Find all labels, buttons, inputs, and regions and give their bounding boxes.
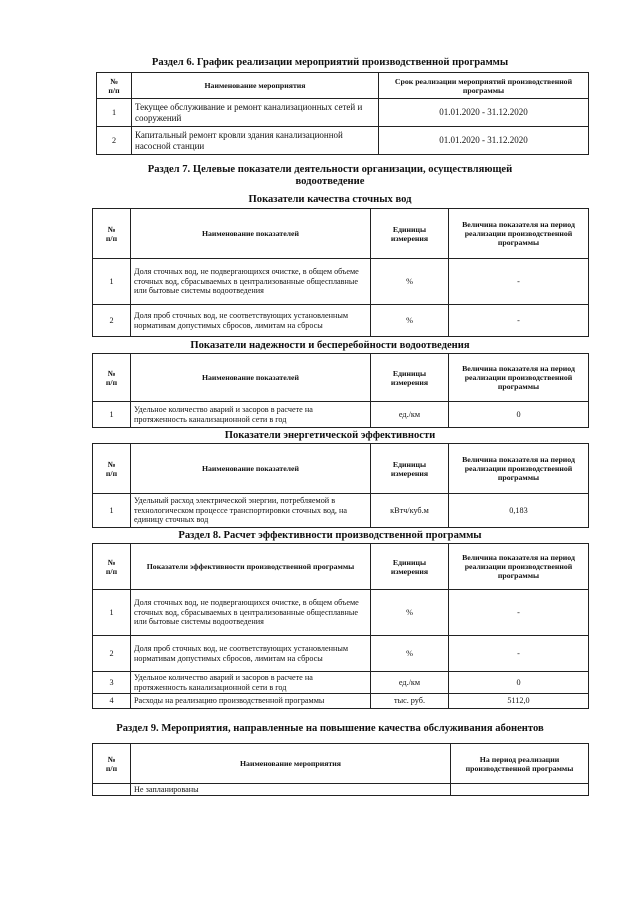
col-name-header: Наименование показателей — [131, 444, 371, 494]
col-term-header: Срок реализации мероприятий производственной программы — [379, 73, 589, 99]
row-name: Доля проб сточных вод, не соответствующих установленным нормативам допустимых сбросов, лимитам на сбросы — [131, 305, 371, 337]
row-num: 2 — [97, 127, 132, 155]
table-row — [93, 636, 589, 672]
col-unit-header: Единицы измерения — [371, 444, 449, 494]
section-7-title-cont: водоотведение — [295, 176, 365, 187]
table-row — [93, 784, 589, 796]
row-value: 0 — [449, 672, 589, 694]
section-6-table — [96, 72, 589, 155]
col-name-header: Показатели эффективности производственной программы — [131, 544, 371, 590]
row-value: - — [449, 305, 589, 337]
row-num: 2 — [93, 636, 131, 672]
table-row — [93, 305, 589, 337]
section-8-title: Раздел 8. Расчет эффективности производственной программы — [178, 530, 482, 541]
table-row — [93, 494, 589, 528]
row-unit: ед./км — [371, 672, 449, 694]
col-name-header: Наименование мероприятия — [132, 73, 379, 99]
col-num-header: № п/п — [93, 444, 131, 494]
col-num-header: № п/п — [93, 209, 131, 259]
section-6-title: Раздел 6. График реализации мероприятий производственной программы — [151, 57, 509, 68]
table-row — [93, 259, 589, 305]
col-num-header: № п/п — [93, 544, 131, 590]
reliability-title: Показатели надежности и бесперебойности водоотведения — [190, 340, 470, 351]
row-value: - — [449, 259, 589, 305]
col-name-header: Наименование показателей — [131, 209, 371, 259]
row-unit: % — [371, 636, 449, 672]
row-num: 1 — [93, 402, 131, 428]
table-header-row — [93, 744, 589, 784]
row-name: Расходы на реализацию производственной программы — [131, 694, 371, 709]
energy-title: Показатели энергетической эффективности — [224, 430, 436, 441]
col-name-header: Наименование показателей — [131, 354, 371, 402]
row-num — [93, 784, 131, 796]
row-num: 1 — [93, 590, 131, 636]
section-7-title: Раздел 7. Целевые показатели деятельности организации, осуществляющей — [147, 164, 513, 175]
table-row — [93, 402, 589, 428]
col-name-header: Наименование мероприятия — [131, 744, 451, 784]
col-value-header: Величина показателя на период реализации производственной программы — [449, 444, 589, 494]
row-value — [451, 784, 589, 796]
row-value: 0 — [449, 402, 589, 428]
row-name: Доля сточных вод, не подвергающихся очистке, в общем объеме сточных вод, сбрасываемых в централизованные общесплавные или бытовые системы водоотведения — [131, 259, 371, 305]
row-value: - — [449, 636, 589, 672]
row-value: 0,183 — [449, 494, 589, 528]
row-num: 2 — [93, 305, 131, 337]
table-header-row — [97, 73, 589, 99]
col-value-header: Величина показателя на период реализации производственной программы — [449, 209, 589, 259]
row-num: 1 — [93, 494, 131, 528]
row-unit: % — [371, 590, 449, 636]
row-term: 01.01.2020 - 31.12.2020 — [379, 127, 589, 155]
table-row — [93, 672, 589, 694]
reliability-table — [92, 353, 589, 428]
row-name: Удельное количество аварий и засоров в расчете на протяженность канализационной сети в год — [131, 402, 371, 428]
row-name: Капитальный ремонт кровли здания канализационной насосной станции — [132, 127, 379, 155]
row-num: 1 — [97, 99, 132, 127]
col-value-header: Величина показателя на период реализации производственной программы — [449, 354, 589, 402]
quality-table — [92, 208, 589, 337]
col-num-header: № п/п — [93, 744, 131, 784]
table-header-row — [93, 354, 589, 402]
row-unit: % — [371, 305, 449, 337]
row-num: 4 — [93, 694, 131, 709]
row-unit: ед./км — [371, 402, 449, 428]
col-num-header: № п/п — [97, 73, 132, 99]
section-9-table — [92, 743, 589, 796]
col-unit-header: Единицы измерения — [371, 209, 449, 259]
col-unit-header: Единицы измерения — [371, 354, 449, 402]
row-num: 3 — [93, 672, 131, 694]
table-row — [93, 590, 589, 636]
table-row — [97, 127, 589, 155]
quality-title: Показатели качества сточных вод — [248, 194, 412, 205]
row-unit: % — [371, 259, 449, 305]
col-num-header: № п/п — [93, 354, 131, 402]
energy-table — [92, 443, 589, 528]
table-header-row — [93, 444, 589, 494]
section-8-table — [92, 543, 589, 709]
row-name: Текущее обслуживание и ремонт канализационных сетей и сооружений — [132, 99, 379, 127]
row-name: Удельный расход электрической энергии, потребляемой в технологическом процессе транспортировки сточных вод, на единицу сточных вод — [131, 494, 371, 528]
table-row — [93, 694, 589, 709]
row-term: 01.01.2020 - 31.12.2020 — [379, 99, 589, 127]
row-num: 1 — [93, 259, 131, 305]
table-header-row — [93, 209, 589, 259]
table-row — [97, 99, 589, 127]
row-name: Удельное количество аварий и засоров в расчете на протяженность канализационной сети в год — [131, 672, 371, 694]
row-value: - — [449, 590, 589, 636]
row-name: Доля проб сточных вод, не соответствующих установленным нормативам допустимых сбросов, лимитам на сбросы — [131, 636, 371, 672]
row-unit: тыс. руб. — [371, 694, 449, 709]
col-value-header: Величина показателя на период реализации производственной программы — [449, 544, 589, 590]
col-value-header: На период реализации производственной программы — [451, 744, 589, 784]
row-unit: кВтч/куб.м — [371, 494, 449, 528]
row-value: 5112,0 — [449, 694, 589, 709]
col-unit-header: Единицы измерения — [371, 544, 449, 590]
section-9-title: Раздел 9. Мероприятия, направленные на повышение качества обслуживания абонентов — [116, 723, 544, 734]
table-header-row — [93, 544, 589, 590]
row-name: Доля сточных вод, не подвергающихся очистке, в общем объеме сточных вод, сбрасываемых в централизованные общесплавные или бытовые системы водоотведения — [131, 590, 371, 636]
row-name: Не запланированы — [131, 784, 451, 796]
